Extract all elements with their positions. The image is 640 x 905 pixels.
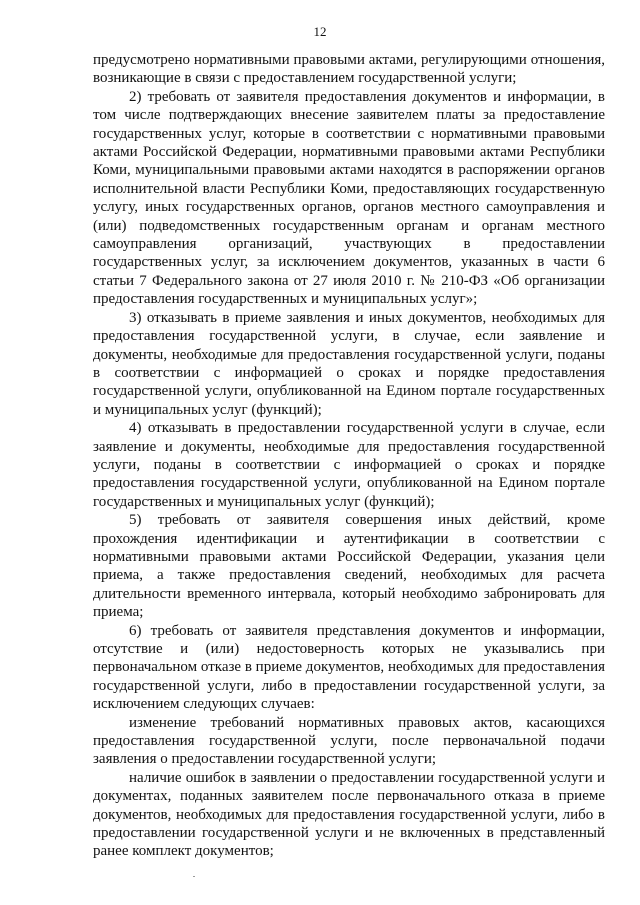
document-body <box>93 51 605 861</box>
paragraph-item-3: 3) отказывать в приеме заявления и иных документов, необходимых для предоставления государственной услуги, в случае, если заявление и документы, необходимые для предоставления государственной услуги, поданы в соответствии с информацией о сроках и порядке предоставления государственной услуги, опубликованной на Едином портале государственных и муниципальных услуг (функций); <box>93 309 605 418</box>
paragraph-item-6: 6) требовать от заявителя представления документов и информации, отсутствие и (или) недостоверность которых не указывались при первоначальном отказе в приеме документов, необходимых для предоставления государственной услуги, либо в предоставлении государственной услуги, за исключением следующих случаев: <box>93 622 605 713</box>
paragraph-item-2: 2) требовать от заявителя предоставления документов и информации, в том числе подтверждающих внесение заявителем платы за предоставление государственных услуг, которые в соответствии с нормативными правовыми актами Российской Федерации, нормативными правовыми актами Республики Коми, муниципальными правовыми актами находятся в распоряжении органов исполнительной власти Республики Коми, предоставляющих государственную услугу, иных государственных органов, органов местного самоуправления и (или) подведомственных государственным органам и органам местного самоуправления организаций, участвующих в предоставлении государственных услуг, за исключением документов, указанных в части 6 статьи 7 Федерального закона от 27 июля 2010 г. № 210-ФЗ «Об организации предоставления государственных и муниципальных услуг»; <box>93 88 605 308</box>
paragraph-exception-2: наличие ошибок в заявлении о предоставлении государственной услуги и документах, поданных заявителем после первоначального отказа в приеме документов, необходимых для предоставления государственной услуги, либо в предоставлении государственной услуги и не включенных в представленный ранее комплект документов; <box>93 769 605 860</box>
paragraph-item-5: 5) требовать от заявителя совершения иных действий, кроме прохождения идентификации и аутентификации в соответствии с нормативными правовыми актами Российской Федерации, указания цели приема, а также предоставления сведений, необходимых для расчета длительности временного интервала, который необходимо забронировать для приема; <box>93 512 605 621</box>
paragraph-exception-1: изменение требований нормативных правовых актов, касающихся предоставления государственной услуги, после первоначальной подачи заявления о предоставлении государственной услуги; <box>93 714 605 768</box>
paragraph-continuation: предусмотрено нормативными правовыми актами, регулирующими отношения, возникающие в связи с предоставлением государственной услуги; <box>93 52 605 87</box>
scan-speck <box>193 876 195 877</box>
page-number: 12 <box>313 24 327 39</box>
paragraph-item-4: 4) отказывать в предоставлении государственной услуги в случае, если заявление и документы, необходимые для предоставления государственной услуги, поданы в соответствии с информацией о сроках и порядке предоставления государственной услуги, опубликованной на Едином портале государственных и муниципальных услуг (функций); <box>93 420 605 510</box>
